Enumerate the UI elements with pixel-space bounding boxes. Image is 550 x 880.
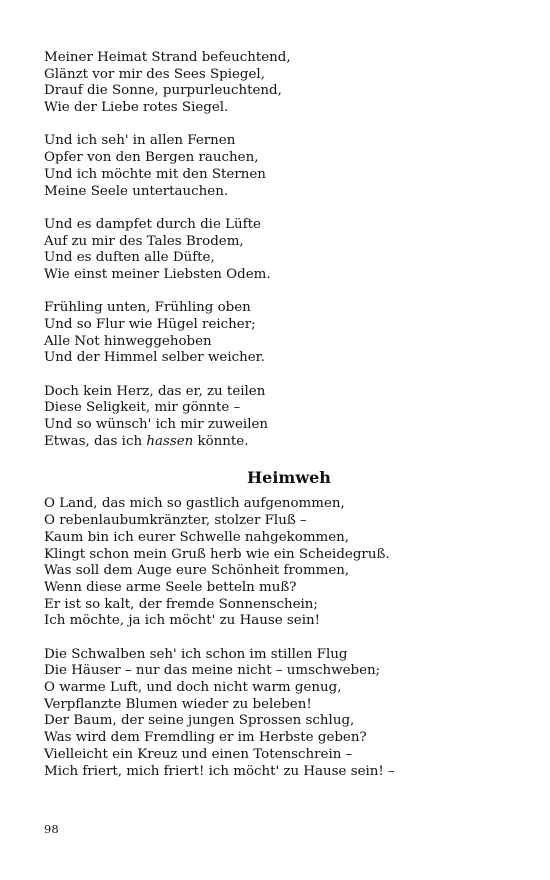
verse-line: Wenn diese arme Seele betteln muß? [44, 579, 297, 595]
stanza-gap [44, 367, 514, 384]
stanza-gap [44, 200, 514, 217]
stanza-3 [44, 217, 514, 284]
verse-line: Klingt schon mein Gruß herb wie ein Scheidegruß. [44, 546, 390, 562]
verse-line: O rebenlaubumkränzter, stolzer Fluß – [44, 513, 307, 529]
verse-text: Etwas, das ich [44, 433, 147, 449]
verse-line: Diese Seligkeit, mir gönnte – [44, 400, 241, 416]
verse-line: Was soll dem Auge eure Schönheit frommen, [44, 563, 350, 579]
verse-line-with-emphasis [44, 434, 514, 451]
stanza-5 [44, 384, 514, 451]
verse-line: Und der Himmel selber weicher. [44, 350, 265, 366]
page-number: 98 [44, 822, 59, 836]
verse-line: Und so Flur wie Hügel reicher; [44, 316, 256, 332]
verse-line: Der Baum, der seine jungen Sprossen schlug, [44, 713, 355, 729]
verse-line: Was wird dem Fremdling er im Herbste geben? [44, 730, 367, 746]
verse-line: Ich möchte, ja ich möcht' zu Hause sein! [44, 613, 320, 629]
verse-line: Die Häuser – nur das meine nicht – umschweben; [44, 663, 381, 679]
verse-line: Alle Not hinweggehoben [44, 333, 212, 349]
verse-line: Drauf die Sonne, purpurleuchtend, [44, 83, 282, 99]
verse-text: könnte. [193, 433, 249, 449]
verse-line: Mich friert, mich friert! ich möcht' zu Hause sein! – [44, 763, 395, 779]
verse-line: Wie der Liebe rotes Siegel. [44, 100, 229, 116]
stanza-2 [44, 647, 514, 781]
verse-line: O warme Luft, und doch nicht warm genug, [44, 680, 342, 696]
verse-line: Auf zu mir des Tales Brodem, [44, 233, 244, 249]
verse-line: Vielleicht ein Kreuz und einen Totenschrein – [44, 746, 353, 762]
stanza-1 [44, 50, 514, 117]
verse-line: Und ich seh' in allen Fernen [44, 133, 236, 149]
stanza-1 [44, 496, 514, 630]
stanza-gap [44, 630, 514, 647]
verse-line: Wie einst meiner Liebsten Odem. [44, 266, 271, 282]
stanza-gap [44, 284, 514, 301]
verse-line: Und so wünsch' ich mir zuweilen [44, 417, 269, 433]
poem-continuation [44, 50, 514, 450]
verse-line: Doch kein Herz, das er, zu teilen [44, 383, 266, 399]
verse-line: Meiner Heimat Strand befeuchtend, [44, 50, 291, 65]
verse-line: Frühling unten, Frühling oben [44, 300, 251, 316]
verse-line: Meine Seele untertauchen. [44, 183, 229, 199]
page-body [44, 50, 514, 780]
stanza-2 [44, 133, 514, 200]
stanza-4 [44, 300, 514, 367]
stanza-gap [44, 117, 514, 134]
poem-title: Heimweh [247, 468, 331, 488]
verse-line: O Land, das mich so gastlich aufgenommen, [44, 496, 345, 512]
poem-heimweh [44, 468, 514, 780]
verse-line: Und es duften alle Düfte, [44, 250, 215, 266]
verse-line: Und ich möchte mit den Sternen [44, 166, 266, 182]
emphasized-word: hassen [146, 433, 194, 449]
verse-line: Und es dampfet durch die Lüfte [44, 216, 261, 232]
verse-line: Kaum bin ich eurer Schwelle nahgekommen, [44, 529, 350, 545]
verse-line: Er ist so kalt, der fremde Sonnenschein; [44, 596, 318, 612]
verse-line: Opfer von den Bergen rauchen, [44, 150, 259, 166]
verse-line: Die Schwalben seh' ich schon im stillen Flug [44, 646, 348, 662]
verse-line: Verpflanzte Blumen wieder zu beleben! [44, 696, 312, 712]
verse-line: Glänzt vor mir des Sees Spiegel, [44, 66, 265, 82]
